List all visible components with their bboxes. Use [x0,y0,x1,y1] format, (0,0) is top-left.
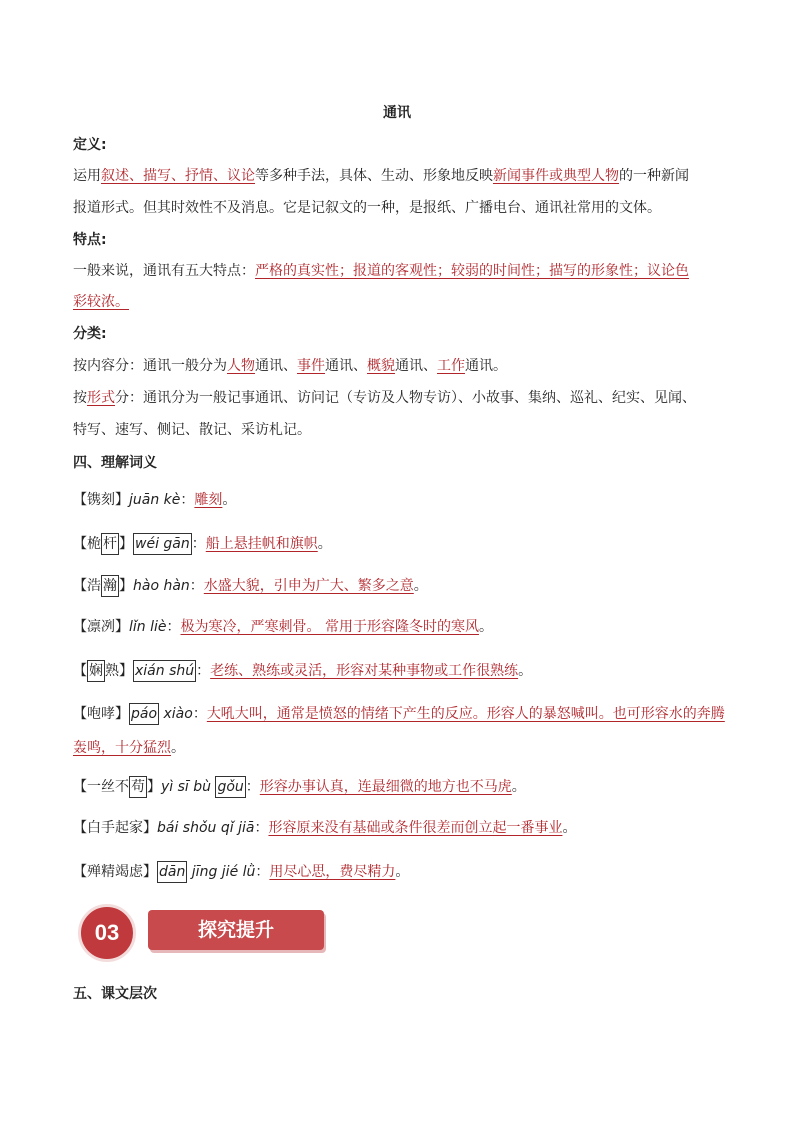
vocab-item: 【殚精竭虑】 dān jīng jié lǜ：用尽心思，费尽精力。 [73,861,409,883]
vocab-item: 【镌刻】juān kè：雕刻。 [73,492,237,508]
section-number-badge: 03 [78,904,136,962]
vocab-item: 【一丝不 苟 】yì sī bù gǒu ：形容办事认真，连最细微的地方也不马虎。 [73,776,526,798]
vocab-item: 【咆哮】 páo xiào：大吼大叫，通常是愤怒的情绪下产生的反应。形容人的暴怒喊叫。也可形容水的奔腾 [73,703,725,725]
features-line-2 [73,292,129,312]
vocab-item: 【桅 杆 】 wéi gān ：船上悬挂帆和旗帜。 [73,533,332,555]
definition-heading: 定义: [73,137,107,153]
vocab-item-continued: 轰鸣，十分猛烈。 [73,740,185,756]
definition-line-1: 运用叙述、描写、抒情、议论等多种手法，具体、生动、形象地反映新闻事件或典型人物的一种新闻 [73,168,689,184]
section-5-heading: 五、课文层次 [73,986,157,1002]
categories-heading: 分类: [73,326,107,342]
page-title: 通讯 [383,105,411,121]
vocab-heading: 四、理解词义 [73,455,157,471]
section-banner-label: 探究提升 [148,910,324,950]
features-line-1: 一般来说，通讯有五大特点：严格的真实性；报道的客观性；较弱的时间性；描写的形象性；议论色 [73,263,689,279]
vocab-item: 【 娴 熟】 xián shú ：老练、熟练或灵活，形容对某种事物或工作很熟练。 [73,660,532,682]
vocab-item: 【浩 瀚 】hào hàn：水盛大貌，引申为广大、繁多之意。 [73,575,428,597]
section-banner [78,902,328,964]
vocab-item: 【白手起家】bái shǒu qǐ jiā：形容原来没有基础或条件很差而创立起一番事业。 [73,820,577,836]
key-term: 新闻事件或典型人物 [493,168,619,184]
categories-line-1: 按内容分：通讯一般分为人物通讯、事件通讯、概貌通讯、工作通讯。 [73,358,507,374]
key-term: 彩较浓。 [73,294,129,310]
key-term: 叙述、描写、抒情、议论 [101,168,255,184]
categories-line-3: 特写、速写、侧记、散记、采访札记。 [73,422,311,438]
vocab-item: 【凛冽】lǐn liè：极为寒冷，严寒刺骨。 常用于形容隆冬时的寒风。 [73,619,493,635]
definition-line-2: 报道形式。但其时效性不及消息。它是记叙文的一种，是报纸、广播电台、通讯社常用的文体。 [73,200,661,216]
categories-line-2: 按形式分：通讯分为一般记事通讯、访问记（专访及人物专访）、小故事、集纳、巡礼、纪实、见闻、 [73,390,696,406]
features-heading: 特点: [73,232,107,248]
key-term: 严格的真实性；报道的客观性；较弱的时间性；描写的形象性；议论色 [255,263,689,279]
